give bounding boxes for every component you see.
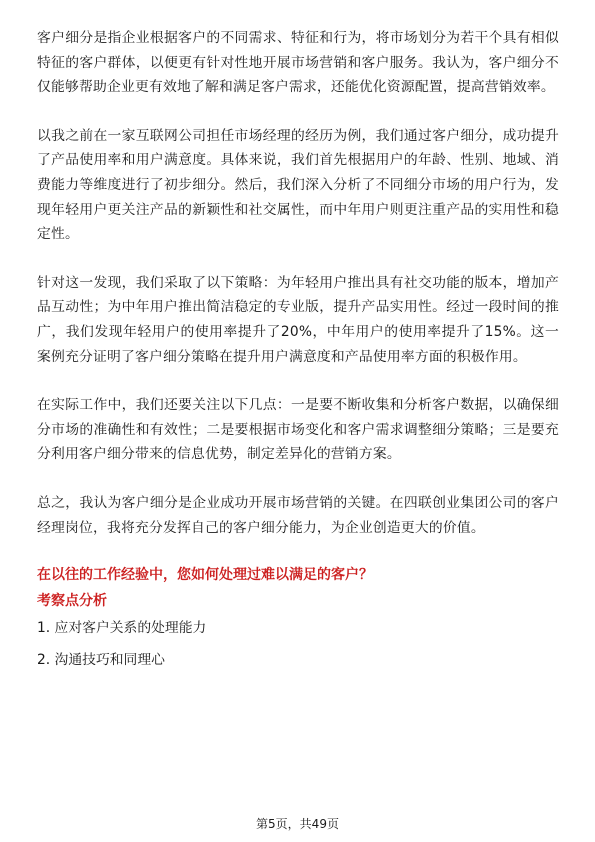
paragraph-practical-points: 在实际工作中，我们还要关注以下几点：一是要不断收集和分析客户数据，以确保细分市场的准确性和有效性；二是要根据市场变化和客户需求调整细分策略；三是要充分利用客户细分带来的信息优势，制定差异化的营销方案。: [37, 397, 559, 463]
page-footer: 第5页，共49页: [256, 817, 339, 831]
interview-question: 在以往的工作经验中，您如何处理过难以满足的客户？: [37, 567, 373, 584]
paragraph-conclusion: 总之，我认为客户细分是企业成功开展市场营销的关键。在四联创业集团公司的客户经理岗位，我将充分发挥自己的客户细分能力，为企业创造更大的价值。: [37, 494, 559, 536]
analysis-heading: 考察点分析: [37, 593, 107, 610]
paragraph-strategy-results: 针对这一发现，我们采取了以下策略：为年轻用户推出具有社交功能的版本，增加产品互动性；为中年用户推出简洁稳定的专业版，提升产品实用性。经过一段时间的推广，我们发现年轻用户的使用率提升了20%，中年用户的使用率提升了15%。这一案例充分证明了客户细分策略在提升用户满意度和产品使用率方面的积极作用。: [37, 274, 559, 365]
paragraph-customer-segmentation-definition: 客户细分是指企业根据客户的不同需求、特征和行为，将市场划分为若干个具有相似特征的客户群体，以便更有针对性地开展市场营销和客户服务。我认为，客户细分不仅能够帮助企业更有效地了解和满足客户需求，还能优化资源配置，提高营销效率。: [37, 30, 559, 96]
analysis-item: 1. 应对客户关系的处理能力: [37, 620, 207, 637]
analysis-item: 2. 沟通技巧和同理心: [37, 652, 165, 669]
paragraph-experience-example: 以我之前在一家互联网公司担任市场经理的经历为例，我们通过客户细分，成功提升了产品使用率和用户满意度。具体来说，我们首先根据用户的年龄、性别、地域、消费能力等维度进行了初步细分。然后，我们深入分析了不同细分市场的用户行为，发现年轻用户更关注产品的新颖性和社交属性，而中年用户则更注重产品的实用性和稳定性。: [37, 127, 559, 243]
document-body: [37, 26, 559, 681]
